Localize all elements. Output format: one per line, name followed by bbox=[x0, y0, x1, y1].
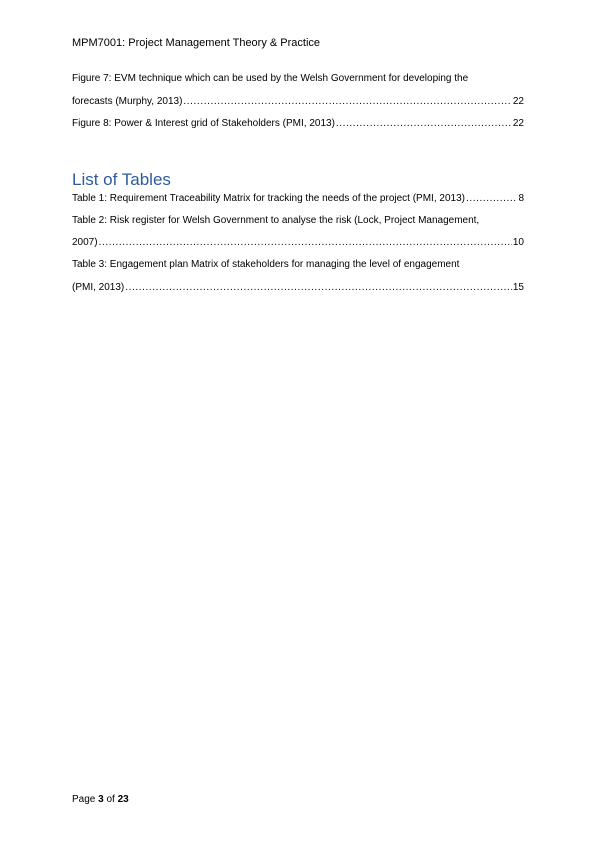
toc-entry-table-2[interactable] bbox=[72, 236, 524, 250]
toc-entry-page-number: 8 bbox=[518, 193, 524, 204]
dot-leader bbox=[125, 281, 512, 295]
toc-entry-figure-8[interactable] bbox=[72, 117, 524, 131]
toc-entry-figure-7[interactable] bbox=[72, 95, 524, 109]
toc-entry-page-number: 22 bbox=[512, 96, 524, 107]
toc-entry-table-2-line-1[interactable]: Table 2: Risk register for Welsh Government to analyse the risk (Lock, Project Management, bbox=[72, 215, 480, 226]
dot-leader bbox=[336, 117, 512, 131]
toc-entry-page-number: 15 bbox=[512, 282, 524, 293]
toc-entry-text: forecasts (Murphy, 2013) bbox=[72, 96, 183, 107]
list-of-tables-heading: List of Tables bbox=[72, 170, 171, 189]
dot-leader bbox=[99, 236, 512, 250]
toc-entry-page-number: 10 bbox=[512, 237, 524, 248]
footer-page-word: Page bbox=[72, 794, 96, 805]
toc-entry-text: Table 1: Requirement Traceability Matrix for tracking the needs of the project (PMI, 2013) bbox=[72, 193, 465, 204]
footer-total-pages: 23 bbox=[117, 794, 129, 805]
toc-entry-text: (PMI, 2013) bbox=[72, 282, 125, 293]
toc-entry-table-3[interactable] bbox=[72, 281, 524, 295]
toc-entry-text: Figure 8: Power & Interest grid of Stakeholders (PMI, 2013) bbox=[72, 118, 335, 129]
toc-entry-table-1[interactable] bbox=[72, 192, 524, 206]
dot-leader bbox=[183, 95, 511, 109]
toc-entry-figure-7-line-1[interactable]: Figure 7: EVM technique which can be used by the Welsh Government for developing the bbox=[72, 73, 469, 84]
toc-entry-table-3-line-1[interactable]: Table 3: Engagement plan Matrix of stakeholders for managing the level of engagement bbox=[72, 259, 460, 270]
toc-entry-text: 2007) bbox=[72, 237, 98, 248]
running-header: MPM7001: Project Management Theory & Practice bbox=[72, 37, 321, 49]
footer-of-word: of bbox=[106, 794, 115, 805]
toc-entry-page-number: 22 bbox=[512, 118, 524, 129]
page-footer bbox=[72, 793, 129, 807]
footer-current-page: 3 bbox=[98, 794, 104, 805]
dot-leader bbox=[466, 192, 517, 206]
